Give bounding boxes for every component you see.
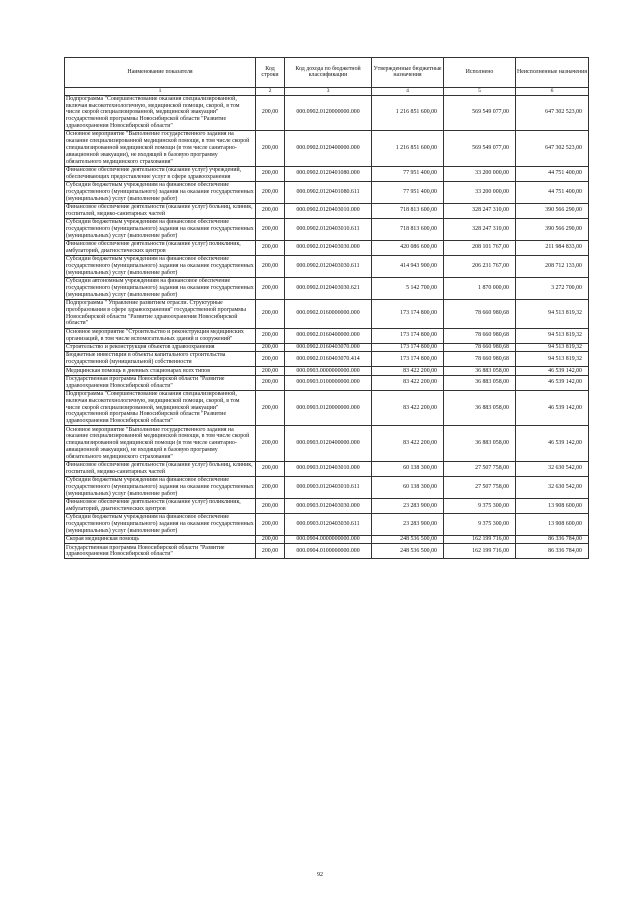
row-income-code-cell: 000.0902.0160403070.414 xyxy=(285,352,372,367)
row-line-code-cell: 200,00 xyxy=(256,328,285,343)
row-executed-cell: 328 247 310,00 xyxy=(444,203,516,218)
table-row xyxy=(65,131,589,167)
row-approved-cell: 77 951 400,00 xyxy=(372,166,444,181)
table-row xyxy=(65,218,589,240)
column-number: 6 xyxy=(516,87,589,95)
row-unexecuted-cell: 86 336 784,00 xyxy=(516,544,589,559)
row-line-code-cell: 200,00 xyxy=(256,203,285,218)
row-name-cell: Строительство и реконструкция объектов здравоохранения xyxy=(65,343,256,351)
report-sheet xyxy=(64,57,588,559)
row-approved-cell: 1 216 851 600,00 xyxy=(372,131,444,167)
row-line-code-cell: 200,00 xyxy=(256,255,285,277)
row-approved-cell: 23 283 900,00 xyxy=(372,514,444,536)
row-income-code-cell: 000.0903.0120400000.000 xyxy=(285,426,372,462)
row-income-code-cell: 000.0903.0120000000.000 xyxy=(285,390,372,426)
row-executed-cell: 27 507 758,00 xyxy=(444,476,516,498)
row-income-code-cell: 000.0903.0120403030.611 xyxy=(285,514,372,536)
row-line-code-cell: 200,00 xyxy=(256,544,285,559)
row-line-code-cell: 200,00 xyxy=(256,461,285,476)
header-indicator-name: Наименование показателя xyxy=(65,58,256,88)
row-income-code-cell: 000.0903.0100000000.000 xyxy=(285,375,372,390)
row-approved-cell: 5 142 700,00 xyxy=(372,277,444,299)
row-income-code-cell: 000.0903.0120403030.000 xyxy=(285,498,372,513)
row-income-code-cell: 000.0902.0120401080.000 xyxy=(285,166,372,181)
row-name-cell: Финансовое обеспечение деятельности (оказание услуг) поликлиник, амбулаторий, диагностических центров xyxy=(65,498,256,513)
row-executed-cell: 78 660 980,68 xyxy=(444,299,516,328)
row-executed-cell: 33 200 000,00 xyxy=(444,181,516,203)
page-number: 92 xyxy=(317,872,323,878)
column-number: 3 xyxy=(285,87,372,95)
row-approved-cell: 77 951 400,00 xyxy=(372,181,444,203)
row-unexecuted-cell: 647 302 523,00 xyxy=(516,95,589,131)
row-approved-cell: 173 174 800,00 xyxy=(372,352,444,367)
row-executed-cell: 328 247 310,00 xyxy=(444,218,516,240)
row-executed-cell: 78 660 980,68 xyxy=(444,328,516,343)
row-name-cell: Субсидии бюджетным учреждениям на финансовое обеспечение государственного (муниципального) задания на оказание государственных (муниципальных) услуг (выполнение работ) xyxy=(66,219,254,239)
row-unexecuted-cell: 3 272 700,00 xyxy=(516,277,589,299)
row-name-cell: Подпрограмма "Совершенствование оказания специализированной, включая высокотехнологичную, медицинской помощи, скорой, в том числе скорой специализированной, медицинской эвакуации" государственной программы Новосибирской области "Развитие здравоохранения Новосибирской области" xyxy=(65,95,256,131)
row-line-code-cell: 200,00 xyxy=(256,426,285,462)
row-executed-cell: 162 199 716,00 xyxy=(444,535,516,543)
row-income-code-cell: 000.0904.0000000000.000 xyxy=(285,535,372,543)
row-income-code-cell: 000.0902.0160000000.000 xyxy=(285,299,372,328)
row-name-cell: Субсидии автономным учреждениям на финансовое обеспечение государственного (муниципального) задания на оказание государственных (муниципальных) услуг (выполнение работ) xyxy=(66,278,254,298)
row-approved-cell: 420 086 600,00 xyxy=(372,240,444,255)
row-line-code-cell: 200,00 xyxy=(256,299,285,328)
row-name-cell: Финансовое обеспечение деятельности (оказание услуг) больниц, клиник, госпиталей, медико-санитарных частей xyxy=(65,203,256,218)
column-number: 1 xyxy=(65,87,256,95)
row-unexecuted-cell: 211 984 833,00 xyxy=(516,240,589,255)
header-line-code: Код строки xyxy=(256,58,285,88)
row-approved-cell: 173 174 800,00 xyxy=(372,299,444,328)
table-row xyxy=(65,375,589,390)
row-unexecuted-cell: 390 566 290,00 xyxy=(516,203,589,218)
row-income-code-cell: 000.0902.0120403030.611 xyxy=(285,255,372,277)
header-executed: Исполнено xyxy=(444,58,516,88)
row-name-cell: Государственная программа Новосибирской области "Развитие здравоохранения Новосибирской области" xyxy=(65,544,256,559)
row-unexecuted-cell: 390 566 290,00 xyxy=(516,218,589,240)
row-approved-cell: 718 813 600,00 xyxy=(372,203,444,218)
row-executed-cell: 78 660 980,68 xyxy=(444,352,516,367)
row-income-code-cell: 000.0902.0120403010.611 xyxy=(285,218,372,240)
row-income-code-cell: 000.0902.0120403030.621 xyxy=(285,277,372,299)
row-executed-cell: 1 870 000,00 xyxy=(444,277,516,299)
row-executed-cell: 36 883 058,00 xyxy=(444,367,516,375)
table-row xyxy=(65,95,589,131)
row-name-cell: Финансовое обеспечение деятельности (оказание услуг) учреждений, обеспечивающих предоставление услуг в сфере здравоохранения xyxy=(65,166,256,181)
row-line-code-cell: 200,00 xyxy=(256,95,285,131)
header-approved: Утвержденные бюджетные назначения xyxy=(372,58,444,88)
table-row xyxy=(65,544,589,559)
row-approved-cell: 248 536 500,00 xyxy=(372,544,444,559)
table-row xyxy=(65,352,589,367)
row-line-code-cell: 200,00 xyxy=(256,498,285,513)
row-line-code-cell: 200,00 xyxy=(256,343,285,351)
row-unexecuted-cell: 86 336 784,00 xyxy=(516,535,589,543)
table-row xyxy=(65,299,589,328)
row-unexecuted-cell: 94 513 819,32 xyxy=(516,299,589,328)
row-executed-cell: 208 101 767,00 xyxy=(444,240,516,255)
table-row xyxy=(65,181,589,203)
row-line-code-cell: 200,00 xyxy=(256,390,285,426)
table-row xyxy=(65,203,589,218)
row-unexecuted-cell: 13 908 600,00 xyxy=(516,498,589,513)
column-number: 4 xyxy=(372,87,444,95)
row-name-cell: Скорая медицинская помощь xyxy=(65,535,256,543)
row-name-cell: Финансовое обеспечение деятельности (оказание услуг) поликлиник, амбулаторий, диагностических центров xyxy=(65,240,256,255)
row-executed-cell: 569 549 077,00 xyxy=(444,131,516,167)
row-approved-cell: 83 422 200,00 xyxy=(372,375,444,390)
row-line-code-cell: 200,00 xyxy=(256,166,285,181)
row-name-cell: Подпрограмма " Управление развитием отрасли. Структурные преобразования в сфере здравоохранения" государственной программы Новосибирской области "Развитие здравоохранения Новосибирской области" xyxy=(65,299,256,328)
row-line-code-cell: 200,00 xyxy=(256,181,285,203)
table-row xyxy=(65,461,589,476)
row-executed-cell: 36 883 058,00 xyxy=(444,426,516,462)
row-executed-cell: 36 883 058,00 xyxy=(444,390,516,426)
row-unexecuted-cell: 44 751 400,00 xyxy=(516,181,589,203)
row-approved-cell: 83 422 200,00 xyxy=(372,367,444,375)
row-approved-cell: 248 536 500,00 xyxy=(372,535,444,543)
row-line-code-cell: 200,00 xyxy=(256,240,285,255)
column-number: 5 xyxy=(444,87,516,95)
row-executed-cell: 162 199 716,00 xyxy=(444,544,516,559)
row-executed-cell: 27 507 758,00 xyxy=(444,461,516,476)
row-income-code-cell: 000.0904.0100000000.000 xyxy=(285,544,372,559)
row-name-cell: Основное мероприятие "Строительство и реконструкция медицинских организаций, в том числе вспомогательных зданий и сооружений" xyxy=(65,328,256,343)
row-unexecuted-cell: 647 302 523,00 xyxy=(516,131,589,167)
row-executed-cell: 9 375 300,00 xyxy=(444,498,516,513)
row-income-code-cell: 000.0903.0120403010.000 xyxy=(285,461,372,476)
row-line-code-cell: 200,00 xyxy=(256,218,285,240)
row-income-code-cell: 000.0902.0120000000.000 xyxy=(285,95,372,131)
row-name-cell: Государственная программа Новосибирской области "Развитие здравоохранения Новосибирской области" xyxy=(65,375,256,390)
table-row xyxy=(65,255,589,277)
row-unexecuted-cell: 13 908 600,00 xyxy=(516,514,589,536)
row-approved-cell: 83 422 200,00 xyxy=(372,390,444,426)
table-row xyxy=(65,498,589,513)
row-name-cell: Субсидии бюджетным учреждениям на финансовое обеспечение государственного (муниципального) задания на оказание государственных (муниципальных) услуг (выполнение работ) xyxy=(66,256,254,276)
row-unexecuted-cell: 46 539 142,00 xyxy=(516,390,589,426)
table-row xyxy=(65,166,589,181)
row-name-cell: Финансовое обеспечение деятельности (оказание услуг) больниц, клиник, госпиталей, медико-санитарных частей xyxy=(65,461,256,476)
row-line-code-cell: 200,00 xyxy=(256,535,285,543)
column-number: 2 xyxy=(256,87,285,95)
row-approved-cell: 60 138 300,00 xyxy=(372,476,444,498)
row-name-cell: Подпрограмма "Совершенствование оказания специализированной, включая высокотехнологичную, медицинской помощи, скорой, в том числе скорой специализированной, медицинской эвакуации" государственной программы Новосибирской области "Развитие здравоохранения Новосибирской области" xyxy=(65,390,256,426)
header-unexecuted: Неисполненные назначения xyxy=(516,58,589,88)
row-name-cell: Субсидии бюджетным учреждениям на финансовое обеспечение государственного (муниципального) задания на оказание государственных (муниципальных) услуг (выполнение работ) xyxy=(66,514,254,534)
row-unexecuted-cell: 32 630 542,00 xyxy=(516,461,589,476)
row-line-code-cell: 200,00 xyxy=(256,375,285,390)
table-body xyxy=(65,95,589,559)
row-income-code-cell: 000.0902.0160400000.000 xyxy=(285,328,372,343)
row-unexecuted-cell: 94 513 819,32 xyxy=(516,352,589,367)
table-row xyxy=(65,476,589,498)
row-unexecuted-cell: 94 513 819,32 xyxy=(516,328,589,343)
row-name-cell: Основное мероприятие "Выполнение государственного задания на оказание специализированной медицинской помощи, в том числе скорой специализированной медицинской помощи (в том числе санитарно-авиационной эвакуации), не входящей в базовую программу обязательного медицинского страхования" xyxy=(65,426,256,462)
row-approved-cell: 60 138 300,00 xyxy=(372,461,444,476)
row-name-cell: Бюджетные инвестиции в объекты капитального строительства государственной (муниципальной) собственности xyxy=(65,352,256,367)
row-name-cell: Субсидии бюджетным учреждениям на финансовое обеспечение государственного (муниципального) задания на оказание государственных (муниципальных) услуг (выполнение работ) xyxy=(66,477,254,497)
table-row xyxy=(65,343,589,351)
row-approved-cell: 414 943 900,00 xyxy=(372,255,444,277)
row-unexecuted-cell: 44 751 400,00 xyxy=(516,166,589,181)
table-row xyxy=(65,535,589,543)
row-line-code-cell: 200,00 xyxy=(256,277,285,299)
table-row xyxy=(65,240,589,255)
row-approved-cell: 173 174 800,00 xyxy=(372,328,444,343)
row-unexecuted-cell: 46 539 142,00 xyxy=(516,367,589,375)
row-income-code-cell: 000.0902.0120400000.000 xyxy=(285,131,372,167)
row-approved-cell: 1 216 851 600,00 xyxy=(372,95,444,131)
row-income-code-cell: 000.0902.0120401080.611 xyxy=(285,181,372,203)
row-unexecuted-cell: 46 539 142,00 xyxy=(516,375,589,390)
row-approved-cell: 718 813 600,00 xyxy=(372,218,444,240)
table-row xyxy=(65,426,589,462)
row-income-code-cell: 000.0903.0000000000.000 xyxy=(285,367,372,375)
table-row xyxy=(65,328,589,343)
budget-execution-table xyxy=(64,57,589,559)
row-income-code-cell: 000.0902.0120403010.000 xyxy=(285,203,372,218)
header-income-code: Код дохода по бюджетной классификации xyxy=(285,58,372,88)
row-unexecuted-cell: 208 712 133,00 xyxy=(516,255,589,277)
row-line-code-cell: 200,00 xyxy=(256,514,285,536)
table-row xyxy=(65,277,589,299)
row-unexecuted-cell: 94 513 819,32 xyxy=(516,343,589,351)
row-approved-cell: 23 283 900,00 xyxy=(372,498,444,513)
row-executed-cell: 569 549 077,00 xyxy=(444,95,516,131)
row-line-code-cell: 200,00 xyxy=(256,476,285,498)
row-line-code-cell: 200,00 xyxy=(256,352,285,367)
row-unexecuted-cell: 32 630 542,00 xyxy=(516,476,589,498)
table-row xyxy=(65,514,589,536)
row-name-cell: Основное мероприятие "Выполнение государственного задания на оказание специализированной медицинской помощи, в том числе скорой специализированной медицинской помощи (в том числе санитарно-авиационной эвакуации), не входящей в базовую программу обязательного медицинского страхования" xyxy=(65,131,256,167)
row-line-code-cell: 200,00 xyxy=(256,131,285,167)
table-header-row xyxy=(65,58,589,88)
row-executed-cell: 9 375 300,00 xyxy=(444,514,516,536)
row-name-cell: Субсидии бюджетным учреждениям на финансовое обеспечение государственного (муниципального) задания на оказание государственных (муниципальных) услуг (выполнение работ) xyxy=(66,182,254,202)
row-income-code-cell: 000.0902.0160403070.000 xyxy=(285,343,372,351)
row-executed-cell: 78 660 980,68 xyxy=(444,343,516,351)
row-income-code-cell: 000.0903.0120403010.611 xyxy=(285,476,372,498)
row-unexecuted-cell: 46 539 142,00 xyxy=(516,426,589,462)
row-line-code-cell: 200,00 xyxy=(256,367,285,375)
table-row xyxy=(65,367,589,375)
column-number-row xyxy=(65,87,589,95)
row-executed-cell: 36 883 058,00 xyxy=(444,375,516,390)
row-executed-cell: 33 200 000,00 xyxy=(444,166,516,181)
table-row xyxy=(65,390,589,426)
row-approved-cell: 83 422 200,00 xyxy=(372,426,444,462)
row-income-code-cell: 000.0902.0120403030.000 xyxy=(285,240,372,255)
row-approved-cell: 173 174 800,00 xyxy=(372,343,444,351)
row-executed-cell: 206 231 767,00 xyxy=(444,255,516,277)
row-name-cell: Медицинская помощь в дневных стационарах всех типов xyxy=(65,367,256,375)
